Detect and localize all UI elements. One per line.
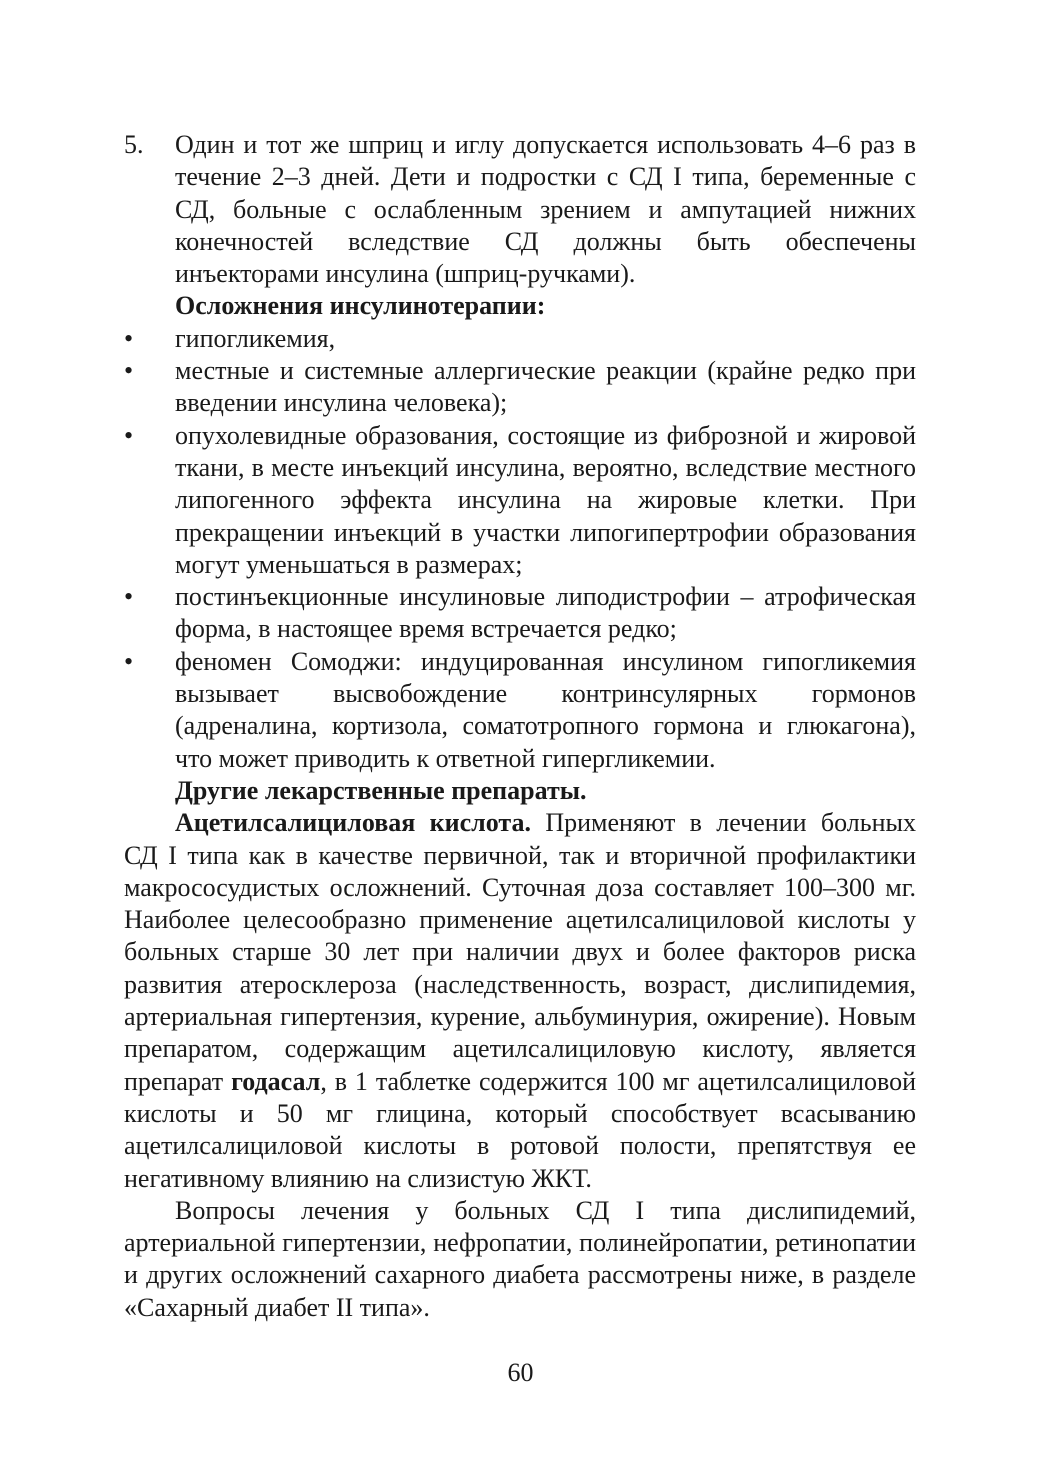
list-item-text: местные и системные аллергические реакции (крайне редко при введении инсулина человека);: [175, 356, 916, 418]
closing-paragraph: Вопросы лечения у больных СД I типа дислипидемий, артериальной гипертензии, нефропатии, полинейропатии, ретинопатии и других осложнений сахарного диабета рассмотрены ниже, в разделе «Сахарный диабет II типа».: [124, 1195, 916, 1322]
item-number: 5.: [124, 130, 144, 159]
list-item-text: постинъекционные инсулиновые липодистрофии – атрофическая форма, в настоящее время встречается редко;: [175, 582, 916, 644]
bullet-icon: •: [124, 582, 134, 612]
numbered-item-5: [124, 129, 916, 290]
list-item: [124, 420, 916, 581]
bullet-icon: •: [124, 420, 134, 450]
bullet-icon: •: [124, 323, 134, 353]
list-item: [124, 323, 916, 355]
bullet-icon: •: [124, 646, 134, 676]
item-text: Один и тот же шприц и иглу допускается использовать 4–6 раз в течение 2–3 дней. Дети и подростки с СД I типа, беременные с СД, больные с ослабленным зрением и ампутацией нижних конечностей вследствие СД должны быть обеспечены инъекторами инсулина (шприц-ручками).: [175, 130, 916, 289]
list-item: [124, 646, 916, 775]
page-content: [124, 129, 916, 1324]
aspirin-text-part-1: Применяют в лечении больных СД I типа как в качестве первичной, так и вторичной профилактики макрососудистых осложнений. Суточная доза составляет 100–300 мг. Наиболее целесообразно применение ацетилсалициловой кислоты у больных старше 30 лет при наличии двух и более факторов риска развития атеросклероза (наследственность, возраст, дислипидемия, артериальная гипертензия, курение, альбуминурия, ожирение). Новым препаратом, содержащим ацетилсалициловую кислоту, является препарат: [124, 808, 916, 1096]
list-item: [124, 581, 916, 646]
list-item: [124, 355, 916, 420]
aspirin-term: Ацетилсалициловая кислота.: [175, 808, 531, 838]
complications-heading: Осложнения инсулинотерапии:: [175, 291, 546, 321]
aspirin-text-part-2: , в 1 таблетке содержится 100 мг ацетилсалициловой кислоты и 50 мг глицина, который способствует всасыванию ацетилсалициловой кислоты в ротовой полости, препятствуя ее негативному влиянию на слизистую ЖКТ.: [124, 1066, 916, 1193]
complications-list: [124, 323, 916, 775]
list-item-text: гипогликемия,: [175, 323, 336, 353]
bullet-icon: •: [124, 356, 134, 386]
list-item-text: опухолевидные образования, состоящие из фиброзной и жировой ткани, в месте инъекций инсулина, вероятно, вследствие местного липогенного эффекта инсулина на жировые клетки. При прекращении инъекций в участки липогипертрофии образования могут уменьшаться в размерах;: [175, 420, 916, 579]
drug-name-godasal: годасал: [231, 1066, 321, 1096]
aspirin-paragraph: [124, 807, 916, 1195]
page-number: 60: [507, 1358, 534, 1387]
list-item-text: феномен Сомоджи: индуцированная инсулином гипогликемия вызывает высвобождение контринсулярных гормонов (адреналина, кортизола, соматотропного гормона и глюкагона), что может приводить к ответной гипергликемии.: [175, 646, 916, 773]
other-drugs-heading: Другие лекарственные препараты.: [175, 775, 587, 805]
